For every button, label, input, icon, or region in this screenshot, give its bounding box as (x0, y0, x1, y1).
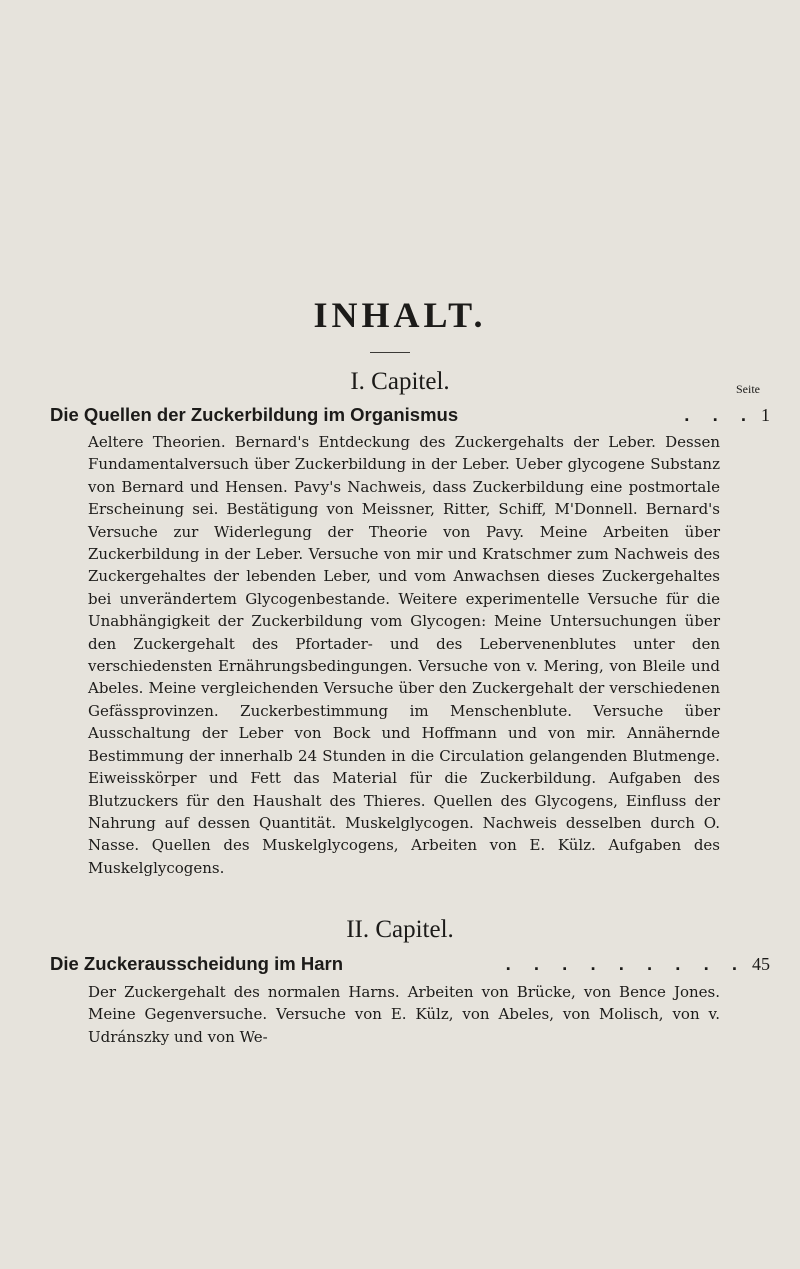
seite-label: Seite (736, 382, 760, 396)
chapter-1-page-number: 1 (761, 405, 770, 425)
title-divider (370, 352, 410, 353)
chapter-1-leader-dots: . . . (684, 404, 755, 425)
chapter-1-heading: I. Capitel. (350, 368, 450, 395)
page-title: INHALT. (313, 295, 487, 335)
chapter-1-section-title: Die Quellen der Zuckerbildung im Organismus (50, 404, 459, 425)
chapter-2-toc-entry (50, 953, 770, 975)
chapter-2-summary: Der Zuckergehalt des normalen Harns. Arbeiten von Brücke, von Bence Jones. Meine Gegenversuche. Versuche von E. Külz, von Abeles, von Molisch, von v. Udránszky und von We- (88, 983, 720, 1046)
chapter-2-heading: II. Capitel. (346, 916, 454, 943)
chapter-2-section-title: Die Zuckerausscheidung im Harn (50, 953, 344, 974)
chapter-2-page-number: 45 (752, 954, 770, 974)
chapter-1-toc-entry (50, 404, 770, 426)
chapter-1-summary: Aeltere Theorien. Bernard's Entdeckung des Zuckergehalts der Leber. Dessen Fundamentalversuch über Zuckerbildung in der Leber. Ueber glycogene Substanz von Bernard und Hensen. Pavy's Nachweis, dass Zuckerbildung eine postmortale Erscheinung sei. Bestätigung von Meissner, Ritter, Schiff, M'Donnell. Bernard's Versuche zur Widerlegung der Theorie von Pavy. Meine Arbeiten über Zuckerbildung in der Leber. Versuche von mir und Kratschmer zum Nachweis des Zuckergehaltes der lebenden Leber, und vom Anwachsen dieses Zuckergehaltes bei unverändertem Glycogenbestande. Weitere experimentelle Versuche für die Unabhängigkeit der Zuckerbildung vom Glycogen: Meine Untersuchungen über den Zuckergehalt des Pfortader- und des Lebervenenblutes unter den verschiedensten Ernährungsbedingungen. Versuche von v. Mering, von Bleile und Abeles. Meine vergleichenden Versuche über den Zuckergehalt der verschiedenen Gefässprovinzen. Zuckerbestimmung im Menschenblute. Versuche über Ausschaltung der Leber von Bock und Hoffmann und von mir. Annähernde Bestimmung der innerhalb 24 Stunden in die Circulation gelangenden Blutmenge. Eiweisskörper und Fett das Material für die Zuckerbildung. Aufgaben des Blutzuckers für den Haushalt des Thieres. Quellen des Glycogens, Einfluss der Nahrung auf dessen Quantität. Muskelglycogen. Nachweis desselben durch O. Nasse. Quellen des Muskelglycogens, Arbeiten von E. Külz. Aufgaben des Muskelglycogens. (88, 433, 720, 877)
chapter-2-leader-dots: . . . . . . . . . (505, 953, 746, 974)
